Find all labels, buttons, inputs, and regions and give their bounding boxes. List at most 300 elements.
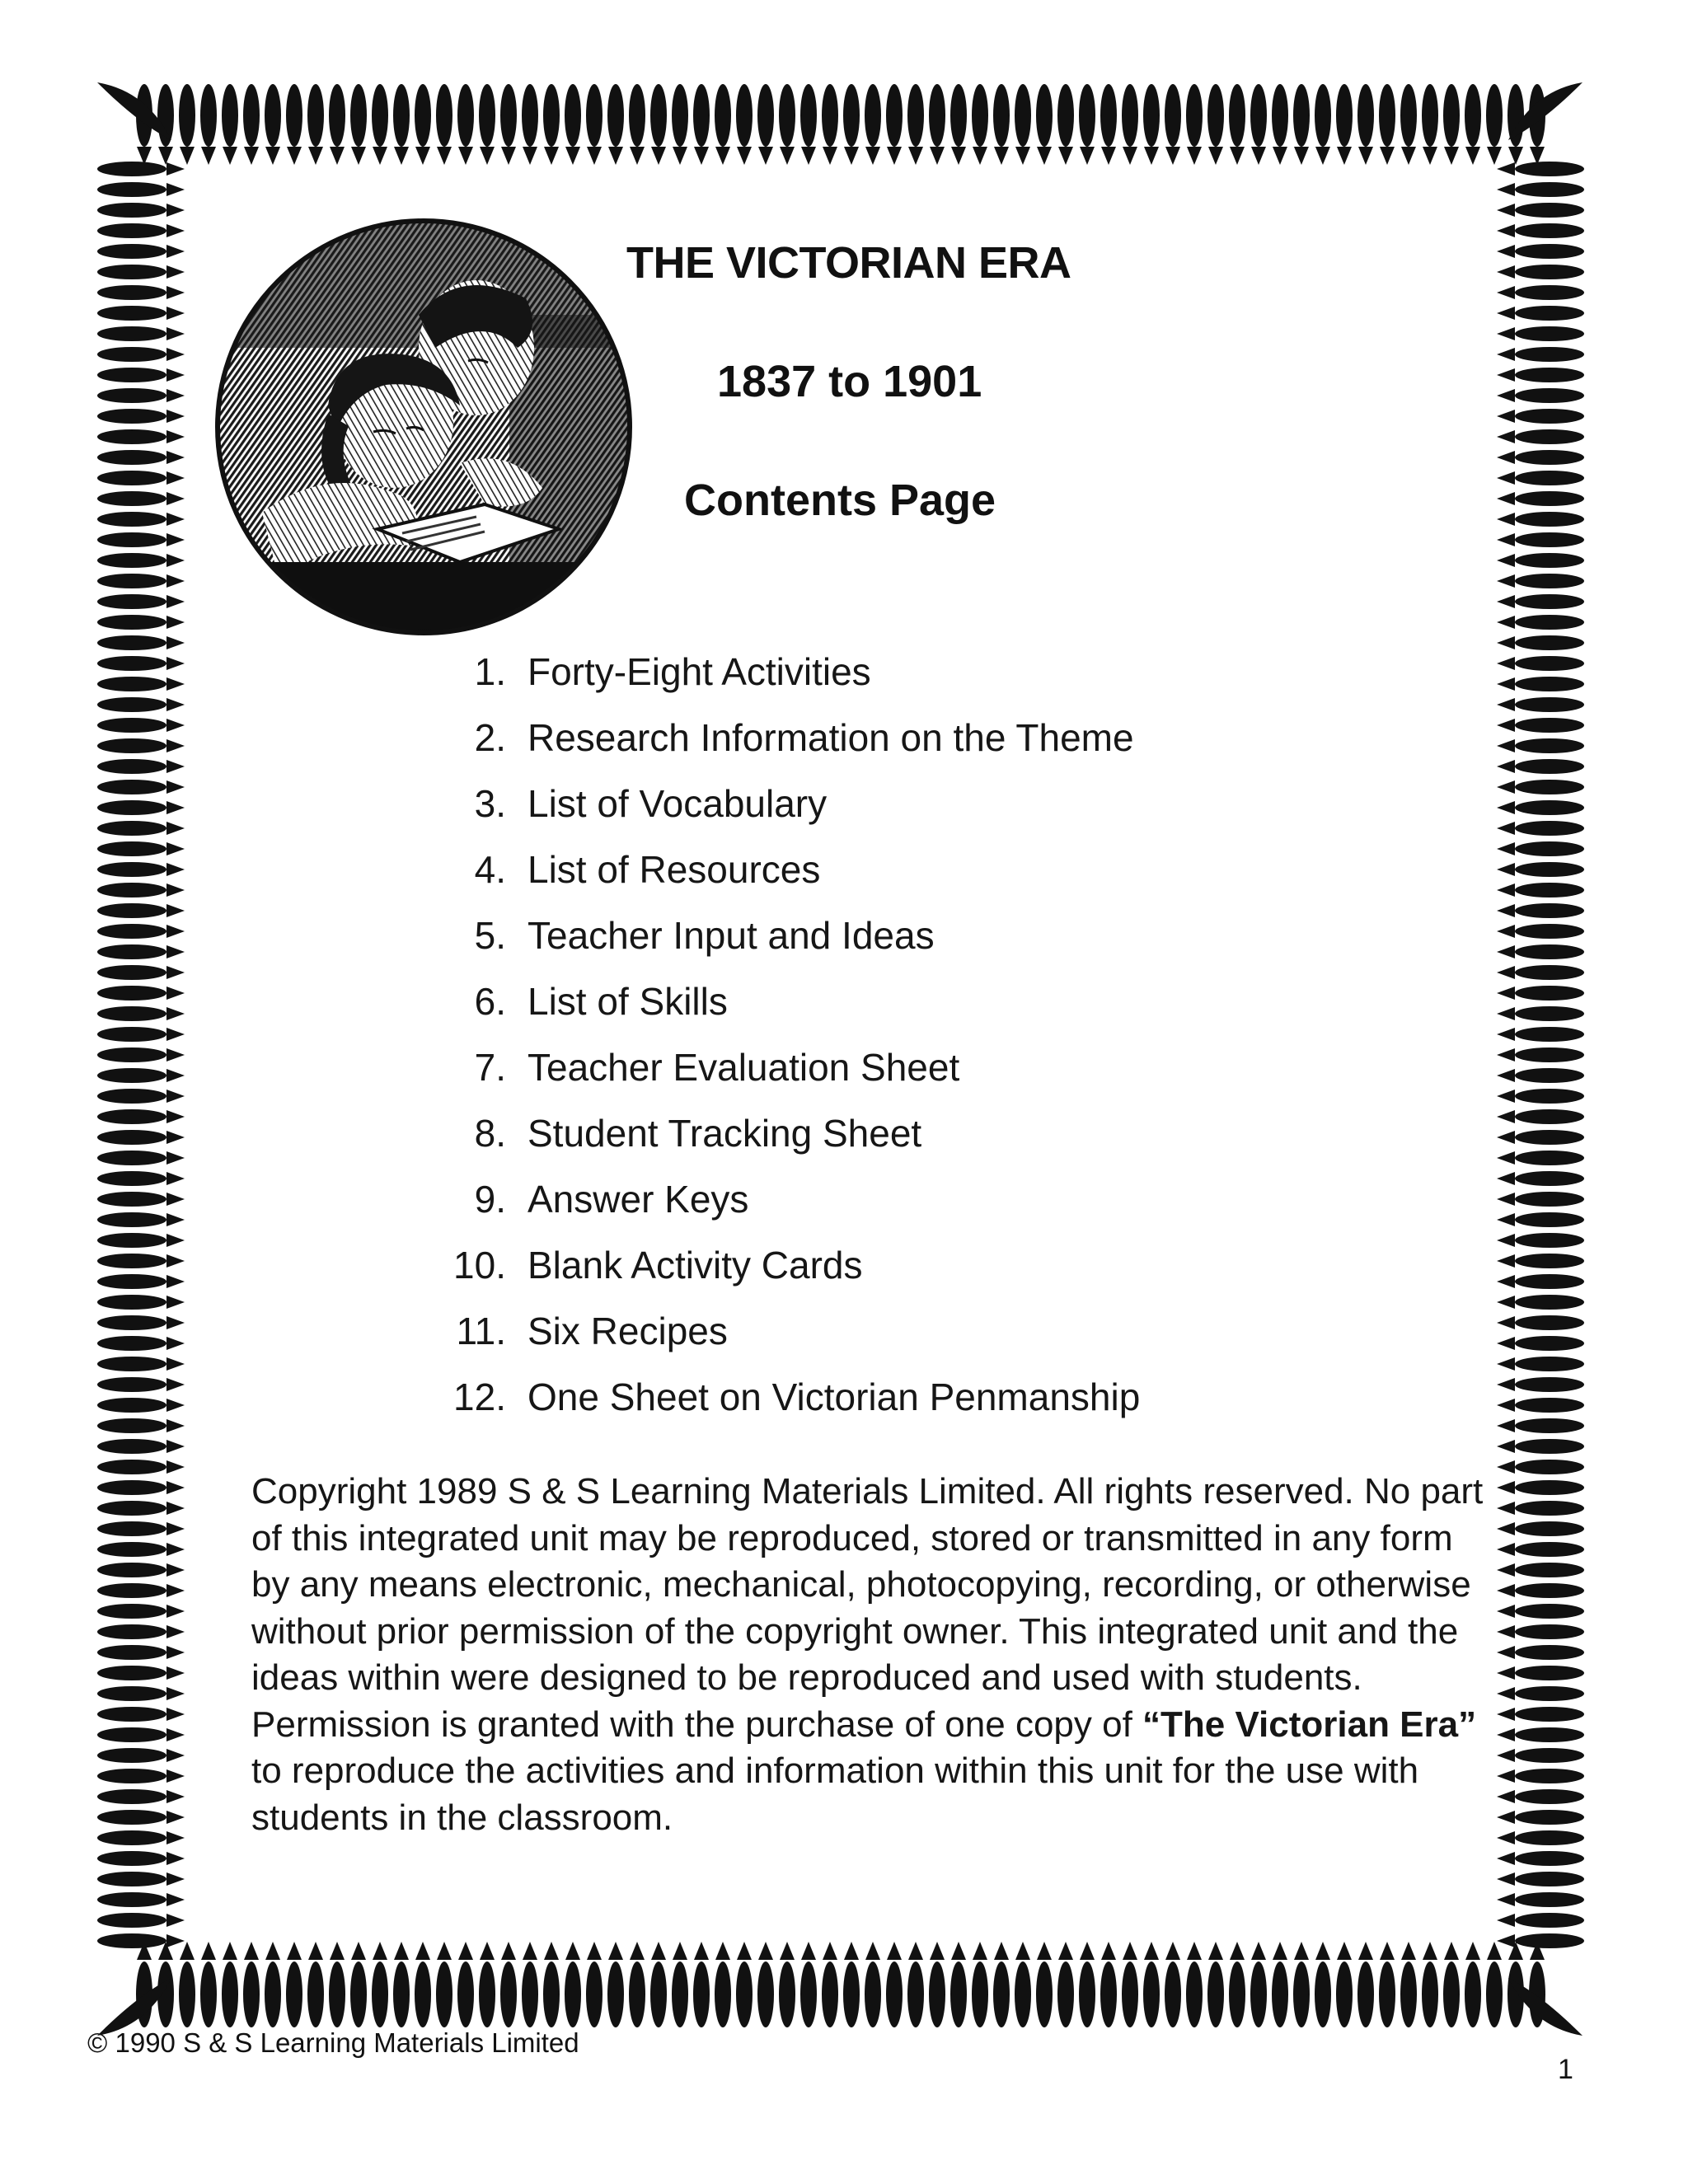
border-point <box>1187 1942 1202 1960</box>
border-leaf <box>97 1501 166 1516</box>
border-point <box>1497 904 1515 917</box>
border-point <box>973 147 987 165</box>
border-leaf <box>1143 84 1160 147</box>
border-leaf <box>1515 635 1584 650</box>
border-leaf <box>1422 84 1438 147</box>
border-leaf <box>97 347 166 362</box>
border-leaf <box>1515 1357 1584 1371</box>
border-point <box>1497 183 1515 196</box>
border-leaf <box>950 84 967 147</box>
border-point <box>1497 1481 1515 1494</box>
border-leaf <box>1100 84 1117 147</box>
border-point <box>166 719 185 732</box>
border-point <box>1123 147 1137 165</box>
border-leaf <box>97 615 166 630</box>
border-point <box>694 147 709 165</box>
border-leaf <box>1515 1068 1584 1083</box>
border-point <box>166 224 185 237</box>
border-leaf <box>1515 1604 1584 1619</box>
border-point <box>1497 410 1515 423</box>
border-leaf <box>1229 84 1245 147</box>
border-leaf <box>1515 677 1584 691</box>
border-leaf <box>97 924 166 939</box>
border-leaf <box>97 1480 166 1495</box>
engraving-mother-and-child-reading-icon <box>213 216 635 638</box>
border-point <box>1497 1728 1515 1741</box>
border-leaf <box>1515 1480 1584 1495</box>
border-point <box>1497 883 1515 897</box>
border-point <box>480 147 495 165</box>
border-leaf <box>97 368 166 382</box>
border-point <box>1497 471 1515 485</box>
border-point <box>458 147 473 165</box>
border-leaf <box>1515 1151 1584 1165</box>
border-leaf <box>1515 1769 1584 1783</box>
border-point <box>930 147 945 165</box>
border-point <box>1497 1563 1515 1577</box>
border-leaf <box>1515 1192 1584 1207</box>
border-leaf <box>1293 1961 1310 2027</box>
border-point <box>1497 1399 1515 1412</box>
border-point <box>758 147 773 165</box>
border-point <box>166 204 185 217</box>
border-point <box>166 1151 185 1165</box>
border-leaf <box>1515 429 1584 444</box>
border-point <box>1337 1942 1352 1960</box>
border-leaf <box>907 84 924 147</box>
border-point <box>1497 1872 1515 1886</box>
border-leaf <box>97 1027 166 1042</box>
border-leaf <box>757 84 774 147</box>
list-item <box>429 902 1335 968</box>
border-point <box>166 1625 185 1638</box>
border-point <box>394 147 409 165</box>
border-leaf <box>607 1961 624 2027</box>
border-point <box>544 147 559 165</box>
border-leaf <box>97 512 166 527</box>
border-point <box>1423 1942 1437 1960</box>
border-leaf <box>97 944 166 959</box>
border-leaf <box>736 1961 753 2027</box>
border-point <box>458 1942 473 1960</box>
border-point <box>166 739 185 752</box>
border-point <box>166 1213 185 1226</box>
list-item <box>429 1100 1335 1166</box>
border-point <box>1497 533 1515 546</box>
border-leaf <box>97 1892 166 1907</box>
border-leaf <box>1443 1961 1460 2027</box>
border-leaf <box>97 1851 166 1866</box>
border-leaf <box>1515 1913 1584 1928</box>
border-point <box>166 1048 185 1062</box>
border-point <box>1165 147 1180 165</box>
border-point <box>630 1942 645 1960</box>
border-leaf <box>1515 924 1584 939</box>
border-point <box>1497 1811 1515 1824</box>
border-leaf <box>97 738 166 753</box>
border-leaf <box>1036 1961 1053 2027</box>
border-leaf <box>1515 1398 1584 1413</box>
list-item <box>429 1166 1335 1232</box>
border-leaf <box>97 471 166 485</box>
border-leaf <box>1015 1961 1031 2027</box>
border-point <box>166 1914 185 1927</box>
border-point <box>608 147 623 165</box>
border-point <box>1497 1193 1515 1206</box>
border-point <box>1187 147 1202 165</box>
border-point <box>801 147 816 165</box>
border-leaf <box>350 1961 367 2027</box>
border-leaf <box>1357 84 1374 147</box>
border-leaf <box>1515 1047 1584 1062</box>
border-point <box>1497 224 1515 237</box>
border-leaf <box>265 84 281 147</box>
border-point <box>166 657 185 670</box>
border-point <box>1251 147 1266 165</box>
border-point <box>1487 1942 1502 1960</box>
border-leaf <box>1515 1460 1584 1474</box>
border-point <box>166 1028 185 1041</box>
border-point <box>1497 430 1515 443</box>
border-point <box>166 1460 185 1474</box>
border-point <box>166 1069 185 1082</box>
border-leaf <box>97 491 166 506</box>
border-point <box>1294 147 1309 165</box>
border-leaf <box>1515 1089 1584 1104</box>
border-point <box>166 1852 185 1865</box>
border-point <box>865 1942 880 1960</box>
border-leaf <box>97 903 166 918</box>
border-point <box>1251 1942 1266 1960</box>
border-point <box>1037 1942 1052 1960</box>
border-point <box>1497 1440 1515 1453</box>
border-leaf <box>1515 1295 1584 1310</box>
border-point <box>166 801 185 814</box>
copyright-bold-title: “The Victorian Era” <box>1142 1704 1477 1745</box>
border-point <box>1497 616 1515 629</box>
border-leaf <box>1515 1872 1584 1886</box>
border-point <box>166 554 185 567</box>
border-point <box>437 147 452 165</box>
border-point <box>887 1942 902 1960</box>
border-point <box>166 987 185 1000</box>
border-leaf <box>1515 780 1584 794</box>
list-item <box>429 1034 1335 1100</box>
border-leaf <box>97 1439 166 1454</box>
border-point <box>166 1481 185 1494</box>
border-leaf <box>97 1377 166 1392</box>
border-leaf <box>97 450 166 465</box>
border-leaf <box>1122 1961 1138 2027</box>
border-leaf <box>1515 491 1584 506</box>
border-point <box>166 1934 185 1947</box>
border-leaf <box>1515 1686 1584 1701</box>
border-point <box>865 147 880 165</box>
border-leaf <box>97 244 166 259</box>
border-leaf <box>97 1336 166 1351</box>
border-point <box>166 1687 185 1700</box>
border-point <box>1337 147 1352 165</box>
border-leaf <box>1515 718 1584 733</box>
border-point <box>1444 147 1459 165</box>
border-point <box>694 1942 709 1960</box>
border-point <box>844 147 859 165</box>
border-leaf <box>1515 512 1584 527</box>
border-point <box>373 1942 387 1960</box>
list-item <box>429 837 1335 902</box>
border-point <box>1497 987 1515 1000</box>
border-point <box>565 147 580 165</box>
border-point <box>166 348 185 361</box>
copyright-text-after: to reproduce the activities and information within this unit for the use with students in the classroom. <box>251 1750 1419 1838</box>
border-point <box>523 147 537 165</box>
border-point <box>1497 1069 1515 1082</box>
border-leaf <box>97 1810 166 1825</box>
border-point <box>166 1419 185 1432</box>
border-point <box>651 147 666 165</box>
border-leaf <box>1336 84 1353 147</box>
border-point <box>801 1942 816 1960</box>
border-point <box>1497 1852 1515 1865</box>
border-point <box>166 1296 185 1309</box>
border-point <box>1497 842 1515 855</box>
border-point <box>180 147 195 165</box>
list-item-label: Blank Activity Cards <box>528 1244 863 1286</box>
border-point <box>287 147 302 165</box>
border-point <box>587 1942 602 1960</box>
border-point <box>1497 1666 1515 1680</box>
border-leaf <box>843 84 860 147</box>
border-point <box>166 245 185 258</box>
border-leaf <box>97 1460 166 1474</box>
border-point <box>166 430 185 443</box>
list-item-label: One Sheet on Victorian Penmanship <box>528 1376 1141 1418</box>
border-leaf <box>800 1961 817 2027</box>
border-leaf <box>672 84 688 147</box>
border-leaf <box>1250 1961 1267 2027</box>
border-leaf <box>222 1961 238 2027</box>
border-leaf <box>500 1961 517 2027</box>
border-point <box>166 1584 185 1597</box>
border-leaf <box>1057 84 1074 147</box>
border-leaf <box>97 1212 166 1227</box>
border-point <box>166 1708 185 1721</box>
border-leaf <box>1515 1666 1584 1680</box>
border-leaf <box>1515 1830 1584 1845</box>
border-point <box>1273 147 1287 165</box>
border-point <box>166 1254 185 1268</box>
border-leaf <box>97 162 166 176</box>
border-leaf <box>97 1151 166 1165</box>
list-item-number: 8. <box>474 1112 506 1155</box>
border-leaf <box>97 1583 166 1598</box>
border-leaf <box>1515 450 1584 465</box>
border-point <box>1465 147 1480 165</box>
border-leaf <box>1443 84 1460 147</box>
border-point <box>1497 636 1515 649</box>
border-leaf <box>1515 738 1584 753</box>
page-title: THE VICTORIAN ERA <box>626 238 1071 288</box>
border-point <box>166 925 185 938</box>
border-leaf <box>1122 84 1138 147</box>
border-point <box>1497 780 1515 794</box>
border-point <box>1497 1646 1515 1659</box>
border-leaf <box>157 84 174 147</box>
border-point <box>415 147 430 165</box>
border-point <box>480 1942 495 1960</box>
border-leaf <box>97 1315 166 1330</box>
border-point <box>437 1942 452 1960</box>
border-leaf <box>1515 1439 1584 1454</box>
page-number: 1 <box>1558 2054 1573 2085</box>
border-leaf <box>1515 1212 1584 1227</box>
border-leaf <box>693 84 710 147</box>
border-point <box>166 1090 185 1103</box>
border-leaf <box>886 84 903 147</box>
border-point <box>1497 1172 1515 1185</box>
border-point <box>201 1942 216 1960</box>
border-leaf <box>97 306 166 321</box>
border-leaf <box>393 1961 410 2027</box>
border-leaf <box>1515 203 1584 218</box>
border-leaf <box>97 862 166 877</box>
border-leaf <box>1229 1961 1245 2027</box>
list-item <box>429 1364 1335 1430</box>
border-point <box>1294 1942 1309 1960</box>
border-point <box>166 1110 185 1123</box>
border-point <box>287 1942 302 1960</box>
border-leaf <box>1515 656 1584 671</box>
border-point <box>265 147 280 165</box>
border-point <box>1080 147 1095 165</box>
border-point <box>166 1131 185 1144</box>
border-point <box>244 1942 259 1960</box>
border-leaf <box>1515 182 1584 197</box>
border-leaf <box>1379 1961 1395 2027</box>
border-point <box>1401 1942 1416 1960</box>
border-point <box>930 1942 945 1960</box>
border-point <box>1497 1275 1515 1288</box>
border-leaf <box>97 1171 166 1186</box>
border-leaf <box>1515 1006 1584 1021</box>
border-leaf <box>97 1666 166 1680</box>
border-point <box>166 760 185 773</box>
border-leaf <box>1186 84 1203 147</box>
border-leaf <box>1515 347 1584 362</box>
border-leaf <box>97 1130 166 1145</box>
border-point <box>1497 801 1515 814</box>
border-leaf <box>1465 84 1481 147</box>
border-leaf <box>650 84 667 147</box>
border-leaf <box>97 1727 166 1742</box>
border-point <box>1497 925 1515 938</box>
list-item-label: Teacher Input and Ideas <box>528 914 935 957</box>
border-leaf <box>1515 553 1584 568</box>
border-leaf <box>479 84 495 147</box>
border-leaf <box>97 1872 166 1886</box>
border-point <box>166 1172 185 1185</box>
border-point <box>1497 1337 1515 1350</box>
border-leaf <box>307 1961 324 2027</box>
border-leaf <box>1515 697 1584 712</box>
border-leaf <box>1165 1961 1181 2027</box>
border-point <box>1497 1234 1515 1247</box>
border-leaf <box>286 84 302 147</box>
border-leaf <box>993 84 1010 147</box>
border-point <box>166 595 185 608</box>
border-point <box>180 1942 195 1960</box>
border-point <box>501 147 516 165</box>
border-point <box>1497 1790 1515 1803</box>
border-point <box>1497 595 1515 608</box>
border-point <box>1497 1769 1515 1783</box>
border-point <box>1497 1213 1515 1226</box>
border-point <box>1497 1419 1515 1432</box>
border-point <box>1497 1131 1515 1144</box>
border-leaf <box>1515 903 1584 918</box>
border-point <box>166 1831 185 1844</box>
border-point <box>166 533 185 546</box>
border-point <box>1497 1687 1515 1700</box>
border-point <box>1058 147 1073 165</box>
border-leaf <box>1515 759 1584 774</box>
border-point <box>265 1942 280 1960</box>
border-leaf <box>97 800 166 815</box>
border-leaf <box>97 265 166 279</box>
border-point <box>1380 1942 1395 1960</box>
border-leaf <box>97 1686 166 1701</box>
border-point <box>166 945 185 958</box>
border-point <box>1497 1934 1515 1947</box>
border-point <box>330 147 345 165</box>
border-leaf <box>97 326 166 341</box>
list-item <box>429 705 1335 771</box>
border-leaf <box>97 1645 166 1660</box>
border-leaf <box>97 182 166 197</box>
border-point <box>1497 719 1515 732</box>
border-leaf <box>97 656 166 671</box>
border-leaf <box>97 1089 166 1104</box>
border-leaf <box>97 1769 166 1783</box>
border-leaf <box>1515 1727 1584 1742</box>
border-leaf <box>97 429 166 444</box>
border-leaf <box>1165 84 1181 147</box>
border-point <box>166 822 185 835</box>
border-leaf <box>97 594 166 609</box>
border-point <box>823 147 837 165</box>
border-point <box>1497 1254 1515 1268</box>
border-point <box>1358 147 1373 165</box>
border-point <box>1497 327 1515 340</box>
border-leaf <box>97 388 166 403</box>
border-point <box>951 1942 966 1960</box>
border-leaf <box>372 84 388 147</box>
border-point <box>1497 1605 1515 1618</box>
border-point <box>166 1563 185 1577</box>
border-point <box>1497 1460 1515 1474</box>
border-point <box>1444 1942 1459 1960</box>
border-leaf <box>1357 1961 1374 2027</box>
border-point <box>166 574 185 588</box>
list-item-number: 10. <box>453 1244 506 1286</box>
border-point <box>166 677 185 691</box>
border-point <box>1230 1942 1245 1960</box>
list-item <box>429 1298 1335 1364</box>
border-point <box>166 327 185 340</box>
border-point <box>223 1942 237 1960</box>
border-point <box>166 1378 185 1391</box>
border-point <box>1497 1502 1515 1515</box>
